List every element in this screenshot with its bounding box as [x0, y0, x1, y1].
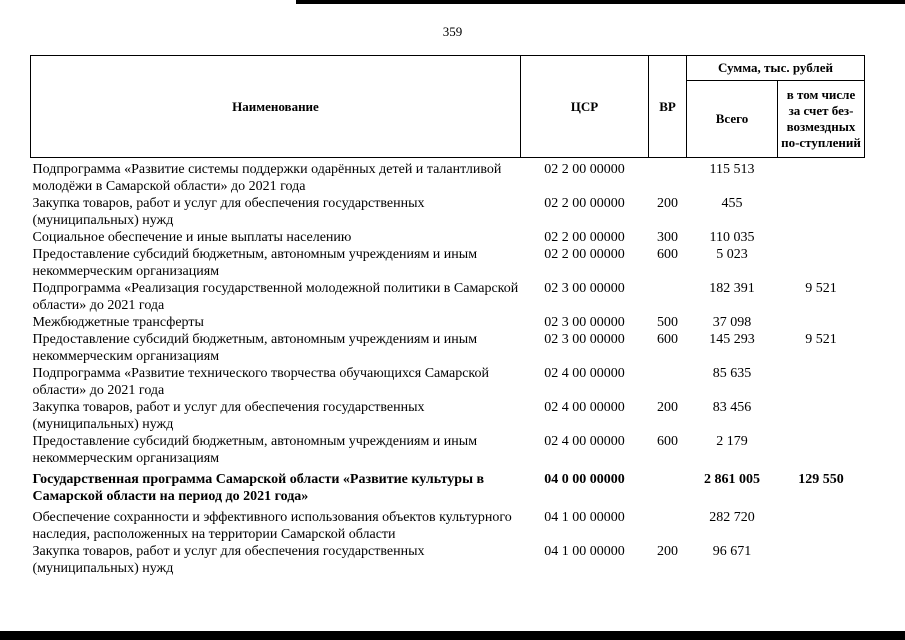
- header-vr: ВР: [649, 56, 687, 158]
- row-code-cell: 02 2 00 00000: [544, 196, 625, 211]
- table-row: [31, 280, 865, 314]
- table-row: [31, 471, 865, 505]
- row-code-cell: 04 1 00 00000: [544, 544, 625, 559]
- budget-table: [30, 55, 865, 577]
- row-total-cell: 85 635: [712, 366, 752, 381]
- row-vr-cell: [649, 365, 687, 399]
- row-total-cell: 5 023: [716, 247, 748, 262]
- table-row: [31, 331, 865, 365]
- row-grants-cell: [778, 158, 865, 196]
- row-name-cell: Предоставление субсидий бюджетным, автономным учреждениям и иным некоммерческим организациям: [32, 332, 478, 364]
- row-code-cell: 02 2 00 00000: [544, 247, 625, 262]
- row-grants-cell: [778, 246, 865, 280]
- row-code-cell: 02 2 00 00000: [544, 230, 625, 245]
- table-row: [31, 195, 865, 229]
- row-code-cell: 02 3 00 00000: [544, 315, 625, 330]
- row-total-cell: 145 293: [709, 332, 755, 347]
- table-row: [31, 229, 865, 246]
- table-row: [31, 365, 865, 399]
- row-name-cell: Социальное обеспечение и иные выплаты населению: [32, 230, 352, 245]
- row-name-cell: Подпрограмма «Развитие технического творчества обучающихся Самарской области» до 2021 года: [32, 366, 490, 398]
- row-name-cell: Предоставление субсидий бюджетным, автономным учреждениям и иным некоммерческим организациям: [32, 247, 478, 279]
- table-row: [31, 399, 865, 433]
- row-total-cell: 182 391: [709, 281, 755, 296]
- row-code-cell: 02 4 00 00000: [544, 366, 625, 381]
- row-code-cell: 04 0 00 00000: [544, 472, 625, 487]
- row-name-cell: Обеспечение сохранности и эффективного использования объектов культурного наследия, расположенных на территории Самарской области: [32, 510, 512, 542]
- row-grants-cell: [778, 399, 865, 433]
- row-vr-cell: [649, 471, 687, 505]
- row-vr-cell: [649, 509, 687, 543]
- row-vr-cell: 300: [657, 230, 678, 245]
- table-row: [31, 543, 865, 577]
- row-total-cell: 455: [721, 196, 743, 211]
- row-grants-cell: [778, 509, 865, 543]
- header-name: Наименование: [31, 56, 521, 158]
- row-name-cell: Подпрограмма «Реализация государственной молодежной политики в Самарской области» до 2021 года: [32, 281, 519, 313]
- row-name-cell: Закупка товаров, работ и услуг для обеспечения государственных (муниципальных) нужд: [32, 196, 425, 228]
- row-code-cell: 02 3 00 00000: [544, 281, 625, 296]
- row-name-cell: Закупка товаров, работ и услуг для обеспечения государственных (муниципальных) нужд: [32, 544, 425, 576]
- page-number: 359: [442, 24, 463, 39]
- row-vr-cell: [649, 158, 687, 196]
- row-total-cell: 115 513: [709, 162, 755, 177]
- row-grants-cell: [778, 365, 865, 399]
- row-vr-cell: 500: [657, 315, 678, 330]
- row-code-cell: 04 1 00 00000: [544, 510, 625, 525]
- row-grants-cell: [778, 433, 865, 467]
- row-vr-cell: 200: [657, 544, 678, 559]
- row-total-cell: 2 179: [716, 434, 748, 449]
- header-grants: в том числе за счет без-возмездных по-ступлений: [778, 81, 865, 158]
- row-name-cell: Государственная программа Самарской области «Развитие культуры в Самарской области на период до 2021 года»: [32, 472, 485, 504]
- row-grants-cell: 9 521: [805, 332, 837, 347]
- row-vr-cell: 200: [657, 400, 678, 415]
- table-row: [31, 509, 865, 543]
- row-grants-cell: 9 521: [805, 281, 837, 296]
- row-name-cell: Предоставление субсидий бюджетным, автономным учреждениям и иным некоммерческим организациям: [32, 434, 478, 466]
- bottom-border-bar: [0, 631, 905, 640]
- row-code-cell: 02 2 00 00000: [544, 162, 625, 177]
- row-name-cell: Межбюджетные трансферты: [32, 315, 204, 330]
- table-row: [31, 314, 865, 331]
- header-total: Всего: [687, 81, 778, 158]
- row-vr-cell: 600: [657, 434, 678, 449]
- row-name-cell: Подпрограмма «Развитие системы поддержки одарённых детей и талантливой молодёжи в Самарской области» до 2021 года: [32, 162, 502, 194]
- row-grants-cell: [778, 195, 865, 229]
- header-code: ЦСР: [521, 56, 649, 158]
- row-vr-cell: 600: [657, 332, 678, 347]
- row-grants-cell: 129 550: [798, 472, 844, 487]
- table-row: [31, 246, 865, 280]
- table-row: [31, 158, 865, 196]
- row-vr-cell: [649, 280, 687, 314]
- row-total-cell: 282 720: [709, 510, 755, 525]
- row-total-cell: 2 861 005: [704, 472, 760, 487]
- row-code-cell: 02 4 00 00000: [544, 434, 625, 449]
- row-vr-cell: 200: [657, 196, 678, 211]
- table-row: [31, 433, 865, 467]
- row-grants-cell: [778, 543, 865, 577]
- row-name-cell: Закупка товаров, работ и услуг для обеспечения государственных (муниципальных) нужд: [32, 400, 425, 432]
- row-grants-cell: [778, 229, 865, 246]
- top-border-bar: [296, 0, 905, 4]
- row-grants-cell: [778, 314, 865, 331]
- row-code-cell: 02 3 00 00000: [544, 332, 625, 347]
- row-total-cell: 96 671: [712, 544, 752, 559]
- row-code-cell: 02 4 00 00000: [544, 400, 625, 415]
- header-sum-group: Сумма, тыс. рублей: [687, 56, 865, 81]
- row-total-cell: 83 456: [712, 400, 752, 415]
- row-total-cell: 37 098: [712, 315, 752, 330]
- row-vr-cell: 600: [657, 247, 678, 262]
- row-total-cell: 110 035: [709, 230, 755, 245]
